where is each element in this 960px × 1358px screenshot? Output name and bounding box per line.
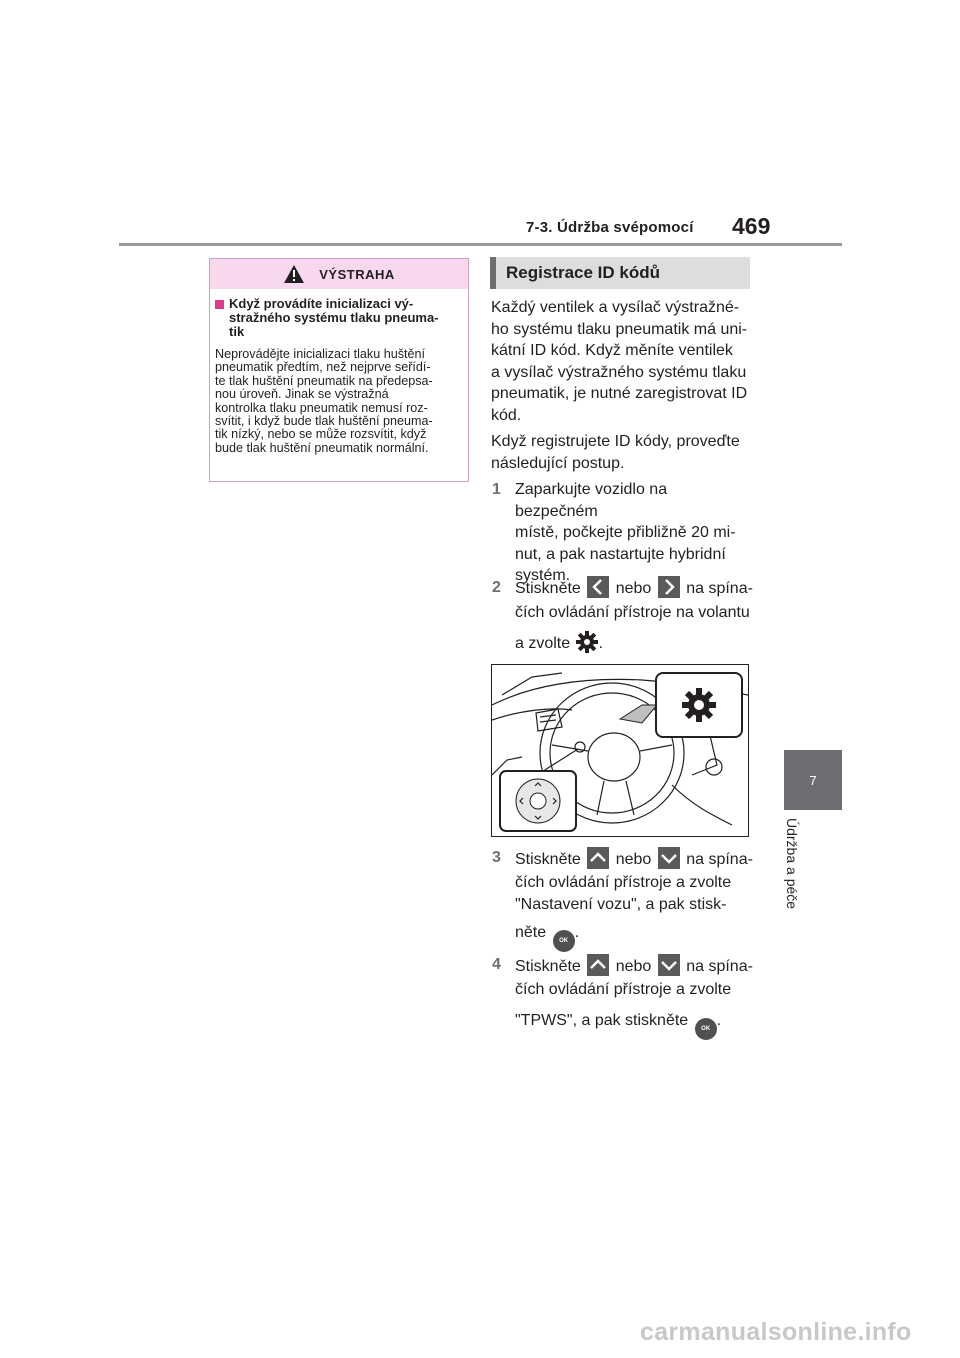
- step-3: [491, 847, 753, 952]
- warning-body-line: tik nízký, nebo se může rozsvítit, když: [215, 427, 427, 442]
- text-fragment: Stiskněte: [515, 851, 581, 868]
- warning-body-line: svítit, i když bude tlak huštění pneuma-: [215, 414, 433, 429]
- warning-body-line: Neprovádějte inicializaci tlaku huštění: [215, 347, 426, 361]
- intro-paragraph: [491, 297, 753, 427]
- text-fragment: nebo: [615, 851, 652, 868]
- chapter-number: 7: [809, 772, 817, 788]
- text-fragment: Stiskněte: [515, 958, 581, 975]
- text-fragment: .: [574, 923, 580, 941]
- warning-body-line: te tlak huštění pneumatik na předepsa-: [215, 373, 433, 388]
- text-line: a vysílač výstražného systému tlaku: [491, 363, 747, 381]
- text-line: Každý ventilek a vysílač výstražné-: [491, 299, 740, 316]
- text-line: Když registrujete ID kódy, proveďte: [491, 433, 740, 450]
- text-fragment: něte: [515, 923, 547, 941]
- text-line: nut, a pak nastartujte hybridní: [515, 545, 726, 563]
- chapter-tab: [784, 750, 842, 810]
- step-4: [491, 954, 753, 1040]
- step-number: 3: [492, 849, 501, 866]
- chevron-left-icon: [587, 576, 609, 598]
- warning-title-line: stražného systému tlaku pneuma-: [229, 310, 439, 325]
- warning-header: [210, 259, 468, 289]
- text-line: místě, počkejte přibližně 20 mi-: [515, 524, 736, 542]
- warning-body-line: nou úroveň. Jinak se výstražná: [215, 387, 389, 402]
- warning-title-line: tik: [229, 324, 245, 339]
- step-2: [491, 576, 753, 656]
- chapter-title: [786, 818, 802, 928]
- text-line: čích ovládání přístroje a zvolte: [515, 873, 732, 891]
- warning-body-line: pneumatik předtím, než nejprve seřídí-: [215, 360, 431, 375]
- intro-paragraph-2: [491, 431, 753, 474]
- text-line: kátní ID kód. Když měníte ventilek: [491, 342, 733, 360]
- text-line: Zaparkujte vozidlo na bezpečném: [515, 481, 668, 520]
- warning-label: VÝSTRAHA: [319, 266, 395, 282]
- text-fragment: a zvolte: [515, 635, 571, 652]
- text-fragment: nebo: [615, 580, 652, 597]
- text-line: "Nastavení vozu", a pak stisk-: [515, 896, 727, 913]
- header-divider: [119, 243, 842, 246]
- text-fragment: .: [716, 1012, 722, 1029]
- step-1: [491, 479, 753, 587]
- text-fragment: na spína-: [686, 580, 753, 597]
- text-line: čích ovládání přístroje na volantu: [515, 604, 750, 621]
- warning-box: [209, 258, 469, 482]
- page-number: 469: [732, 213, 771, 239]
- watermark: carmanualsonline.info: [640, 1318, 912, 1346]
- chevron-right-icon: [658, 576, 680, 598]
- step-number: 2: [492, 579, 501, 596]
- chapter-title-text: Údržba a péče: [784, 818, 800, 910]
- text-fragment: nebo: [615, 958, 652, 975]
- text-fragment: Stiskněte: [515, 580, 581, 597]
- gear-icon: [575, 630, 599, 654]
- dashboard-drawing: [492, 665, 748, 836]
- warning-body-line: kontrolka tlaku pneumatik nemusí roz-: [215, 400, 428, 415]
- text-line: systém.: [515, 567, 571, 585]
- text-line: následující postup.: [491, 454, 625, 472]
- chevron-up-icon: [587, 847, 609, 869]
- chevron-down-icon: [658, 954, 680, 976]
- text-fragment: "TPWS", a pak stiskněte: [515, 1012, 689, 1029]
- warning-title-line: Když provádíte inicializaci vý-: [229, 296, 414, 311]
- step-number: 4: [492, 956, 501, 973]
- text-line: čích ovládání přístroje a zvolte: [515, 980, 732, 998]
- ok-button-icon: OK: [553, 930, 575, 952]
- warning-body-line: bude tlak huštění pneumatik normální.: [215, 440, 429, 455]
- chevron-down-icon: [658, 847, 680, 869]
- step-number: 1: [492, 481, 501, 498]
- warning-triangle-icon: [283, 264, 305, 284]
- warning-title: [215, 297, 460, 339]
- text-fragment: na spína-: [686, 851, 753, 868]
- warning-body: [215, 348, 462, 455]
- text-line: ho systému tlaku pneumatik má uni-: [491, 320, 748, 338]
- text-line: kód.: [491, 406, 522, 424]
- steering-wheel-illustration: [491, 664, 749, 837]
- section-title: Registrace ID kódů: [490, 257, 750, 289]
- section-header: 7-3. Údržba svépomocí: [526, 219, 694, 236]
- chevron-up-icon: [587, 954, 609, 976]
- ok-button-icon: OK: [695, 1018, 717, 1040]
- text-fragment: na spína-: [686, 958, 753, 975]
- bullet-square-icon: [215, 300, 224, 309]
- text-line: pneumatik, je nutné zaregistrovat ID: [491, 385, 748, 403]
- text-fragment: .: [598, 635, 604, 652]
